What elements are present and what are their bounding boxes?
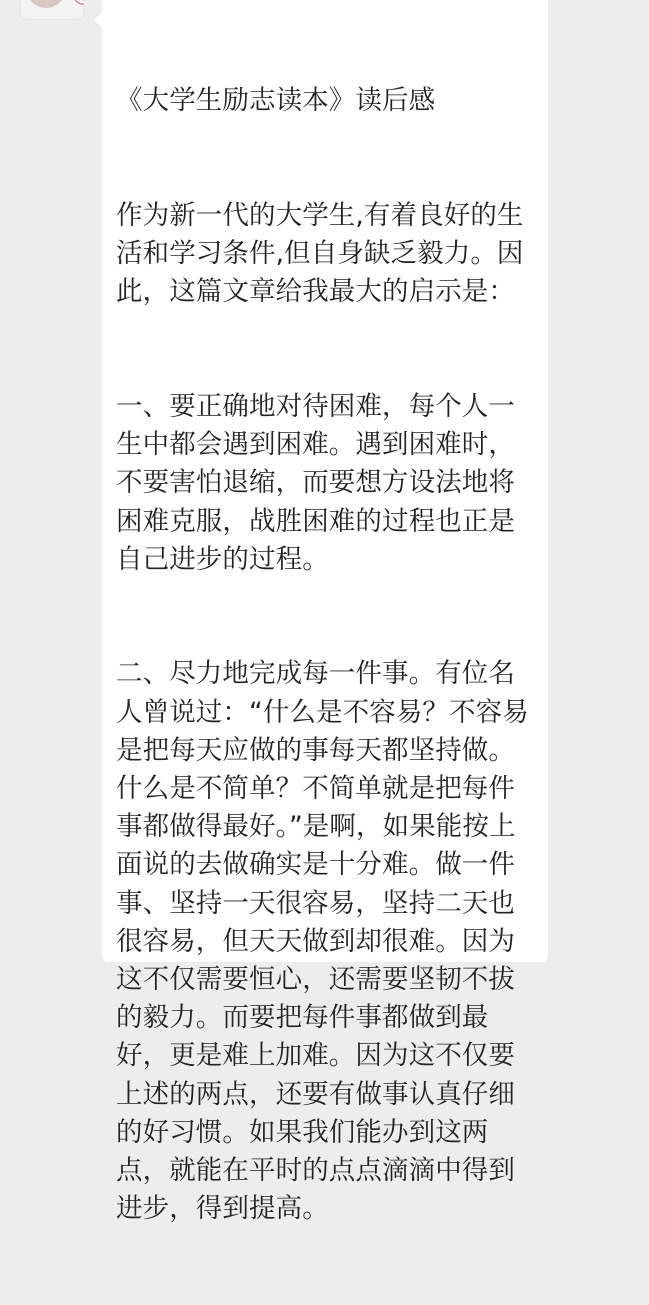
avatar[interactable] xyxy=(20,0,84,20)
heart-icon xyxy=(73,0,84,5)
message-point-2: 二、尽力地完成每一件事。有位名人曾说过：“什么是不容易？不容易是把每天应做的事每天都坚持做。什么是不简单？不简单就是把每件事都做得最好。”是啊，如果能按上面说的去做确实是十分难。做一件事、坚持一天很容易，坚持二天也很容易，但天天做到却很难。因为这不仅需要恒心，还需要坚韧不拔的毅力。而要把每件事都做到最好，更是难上加难。因为这不仅要上述的两点，还要有做事认真仔细的好习惯。如果我们能办到这两点，就能在平时的点点滴滴中得到进步，得到提高。 xyxy=(116,658,529,1225)
bubble-tail xyxy=(94,12,102,28)
message-text xyxy=(116,6,536,1305)
avatar-image xyxy=(26,0,66,8)
message-point-1: 一、要正确地对待困难，每个人一生中都会遇到困难。遇到困难时，不要害怕退缩，而要想方设法地将困难克服，战胜困难的过程也正是自己进步的过程。 xyxy=(116,391,515,575)
message-title: 《大学生励志读本》读后感 xyxy=(116,85,436,117)
message-bubble[interactable] xyxy=(102,0,548,1225)
message-intro: 作为新一代的大学生,有着良好的生活和学习条件,但自身缺乏毅力。因此，这篇文章给我最大的启示是： xyxy=(116,200,524,308)
